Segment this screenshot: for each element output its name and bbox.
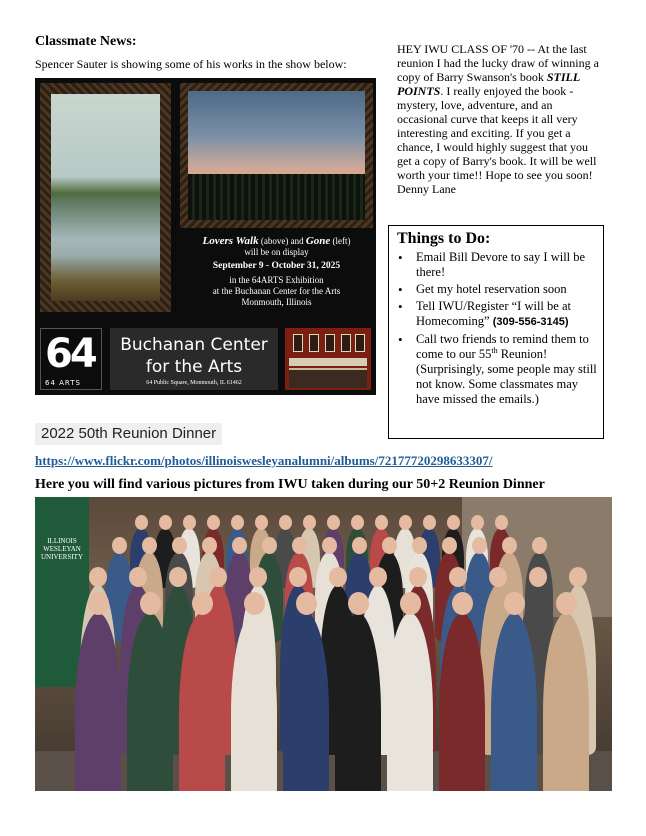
center-name-line1: Buchanan Center xyxy=(120,335,268,355)
person-head xyxy=(352,537,367,554)
person-head xyxy=(255,515,268,530)
person-head xyxy=(202,537,217,554)
poster-dates: September 9 - October 31, 2025 xyxy=(212,261,341,271)
person-head xyxy=(89,567,107,587)
things-to-do-box xyxy=(388,225,604,439)
person-head xyxy=(292,537,307,554)
reunion-group-photo xyxy=(35,497,612,791)
person-head xyxy=(159,515,172,530)
64arts-logo-text: 64 ARTS xyxy=(45,379,81,387)
person-head xyxy=(142,537,157,554)
person-head xyxy=(409,567,427,587)
person-head xyxy=(327,515,340,530)
list-item xyxy=(397,299,597,330)
buchanan-center-building-photo xyxy=(285,328,371,390)
person-head xyxy=(502,537,517,554)
poster-title-lovers-walk: Lovers Walk xyxy=(202,235,259,247)
person-head xyxy=(231,515,244,530)
poster-exhibit-line1: in the 64ARTS Exhibition xyxy=(229,275,324,285)
person-head xyxy=(140,592,161,615)
classmate-news-intro: Spencer Sauter is showing some of his works in the show below: xyxy=(35,57,347,71)
person-head xyxy=(279,515,292,530)
person-head xyxy=(289,567,307,587)
person-head xyxy=(322,537,337,554)
person-head xyxy=(249,567,267,587)
person-head xyxy=(382,537,397,554)
person-head xyxy=(449,567,467,587)
painting-gone xyxy=(51,94,160,301)
person-head xyxy=(169,567,187,587)
person-head xyxy=(296,592,317,615)
denny-lane-note xyxy=(397,42,602,196)
list-item-text: Call two friends to remind them to come to our 55 xyxy=(416,332,589,361)
person-head xyxy=(532,537,547,554)
person-head xyxy=(569,567,587,587)
iwu-banner: ILLINOIS WESLEYAN UNIVERSITY xyxy=(35,497,89,687)
poster-title-left: (left) xyxy=(330,236,351,246)
person-head xyxy=(399,515,412,530)
person-head xyxy=(556,592,577,615)
poster-title-gone: Gone xyxy=(305,235,331,247)
person-head xyxy=(209,567,227,587)
person-head xyxy=(183,515,196,530)
list-item: • Get my hotel reservation soon xyxy=(397,282,597,297)
buchanan-center-logo xyxy=(110,328,278,390)
person-head xyxy=(400,592,421,615)
person-head xyxy=(423,515,436,530)
person-head xyxy=(471,515,484,530)
person-head xyxy=(348,592,369,615)
person-head xyxy=(442,537,457,554)
person-head xyxy=(112,537,127,554)
denny-note-signature: Denny Lane xyxy=(397,182,456,196)
poster-display-line: will be on display xyxy=(244,247,309,257)
person-head xyxy=(207,515,220,530)
person-head xyxy=(192,592,213,615)
person-head xyxy=(412,537,427,554)
center-address: 64 Public Square, Monmouth, IL 61462 xyxy=(146,380,242,386)
64arts-logo xyxy=(40,328,102,390)
list-item-text: Reunion! (Surprisingly, some people may still not know. Some classmates may have missed the emails.) xyxy=(416,347,597,406)
person-head xyxy=(329,567,347,587)
person-head xyxy=(495,515,508,530)
book-title: STILL POINTS xyxy=(397,70,580,98)
poster-exhibit-line3: Monmouth, Illinois xyxy=(241,297,312,307)
64arts-logo-number: 64 xyxy=(45,331,95,377)
person-head xyxy=(232,537,247,554)
denny-note-text-2: . I really enjoyed the book - mystery, love, adventure, and an occasional curve that keeps it all very interesting and exciting. If you get a chance, I would highly suggest that you get a copy of Barry's book. It will be well worth your time!! Hope to see you soon! xyxy=(397,84,597,182)
poster-text xyxy=(180,236,373,308)
exhibition-poster xyxy=(35,78,376,395)
person-head xyxy=(303,515,316,530)
painting-lovers-walk-frame xyxy=(180,83,373,228)
painting-lovers-walk xyxy=(188,91,365,220)
person-head xyxy=(375,515,388,530)
list-item xyxy=(397,332,597,407)
phone-number: (309-556-3145) xyxy=(492,316,569,328)
person-head xyxy=(172,537,187,554)
person-head xyxy=(88,592,109,615)
person-head xyxy=(369,567,387,587)
person-head xyxy=(447,515,460,530)
poster-exhibit-line2: at the Buchanan Center for the Arts xyxy=(212,286,341,296)
things-to-do-list xyxy=(397,250,597,407)
person-head xyxy=(472,537,487,554)
things-to-do-title: Things to Do: xyxy=(397,230,491,247)
list-item-text: Tell IWU/Register “I will be at Homecoming” xyxy=(416,299,571,328)
painting-gone-frame xyxy=(40,83,171,312)
denny-note-text-1: HEY IWU CLASS OF '70 -- At the last reunion I had the lucky draw of winning a copy of Barry Swanson's book xyxy=(397,42,599,84)
person-head xyxy=(452,592,473,615)
list-item: • Email Bill Devore to say I will be there! xyxy=(397,250,597,280)
person-head xyxy=(489,567,507,587)
reunion-photo-caption: Here you will find various pictures from IWU taken during our 50+2 Reunion Dinner xyxy=(35,477,545,492)
flickr-album-link[interactable]: https://www.flickr.com/photos/illinoiswesleyanalumni/albums/72177720298633307/ xyxy=(35,453,493,468)
reunion-dinner-title: 2022 50th Reunion Dinner xyxy=(35,423,222,445)
center-name-line2: for the Arts xyxy=(145,357,243,377)
person-head xyxy=(262,537,277,554)
person-head xyxy=(244,592,265,615)
person-head xyxy=(351,515,364,530)
person-head xyxy=(129,567,147,587)
poster-title-conj: (above) and xyxy=(258,236,306,246)
person-head xyxy=(135,515,148,530)
person-head xyxy=(504,592,525,615)
ordinal-suffix: th xyxy=(491,345,498,355)
person-head xyxy=(529,567,547,587)
classmate-news-heading: Classmate News: xyxy=(35,34,137,49)
